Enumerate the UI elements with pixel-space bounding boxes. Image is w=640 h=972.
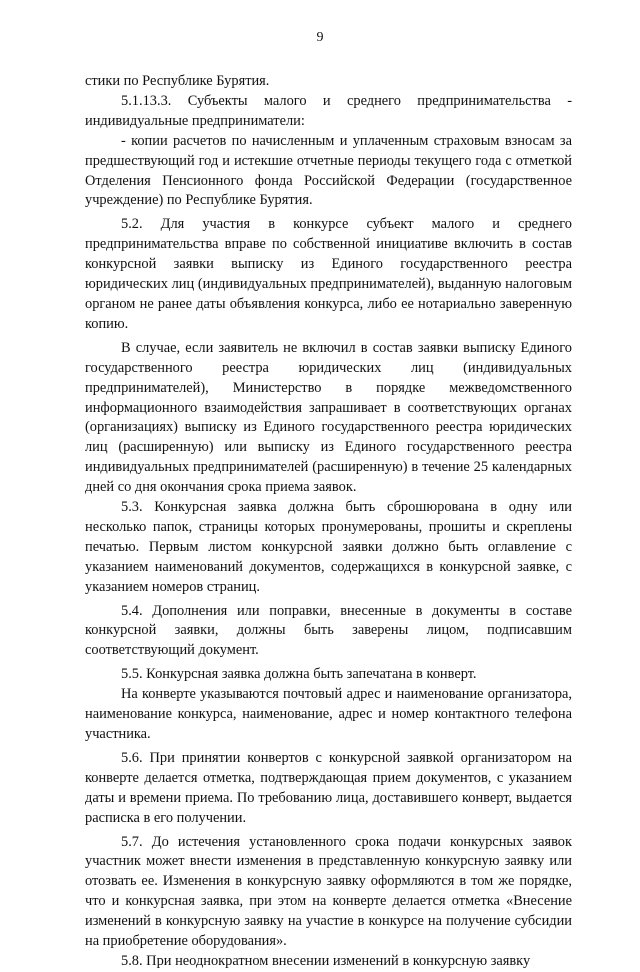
- paragraph-5-3: 5.3. Конкурсная заявка должна быть сброшюрована в одну или несколько папок, страницы которых пронумерованы, прошиты и скреплены печатью. Первым листом конкурсной заявки должно быть оглавление с указанием наименований документов, содержащихся в конкурсной заявке, с указанием номеров страниц.: [85, 499, 572, 595]
- paragraph-5-8: 5.8. При неоднократном внесении изменений в конкурсную заявку: [121, 952, 531, 969]
- paragraph-continuation: стики по Республике Бурятия.: [85, 73, 270, 89]
- paragraph-5-1-13-3: 5.1.13.3. Субъекты малого и среднего предпринимательства - индивидуальные предприниматели:: [85, 92, 572, 129]
- paragraph-extract-request: В случае, если заявитель не включил в состав заявки выписку Единого государственного реестра юридических лиц (индивидуальных предпринимателей), Министерство в порядке межведомственного информационного взаимодействия запрашивает в соответствующих органах (организациях) выписку из Единого государственного реестра юридических лиц (расширенную) или выписку из Единого государственного реестра индивидуальных предпринимателей (расширенную) в течение 25 календарных дней со дня окончания срока приема заявок.: [85, 339, 572, 496]
- paragraph-5-2: 5.2. Для участия в конкурсе субъект малого и среднего предпринимательства вправе по собственной инициативе включить в состав конкурсной заявки выписку из Единого государственного реестра юридических лиц (индивидуальных предпринимателей), выданную налоговым органом не ранее даты объявления конкурса, либо ее нотариально заверенную копию.: [85, 216, 572, 332]
- page-number: 9: [316, 30, 324, 45]
- paragraph-5-7: 5.7. До истечения установленного срока подачи конкурсных заявок участник может внести изменения в представленную конкурсную заявку или отозвать ее. Изменения в конкурсную заявку оформляются в том же порядке, что и конкурсная заявка, при этом на конверте делается отметка «Внесение изменений в конкурсную заявку на участие в конкурсе на получение субсидии на приобретение оборудования».: [85, 833, 572, 950]
- paragraph-envelope-details: На конверте указываются почтовый адрес и наименование организатора, наименование конкурса, наименование, адрес и номер контактного телефона участника.: [85, 686, 572, 742]
- document-body: [85, 72, 572, 972]
- paragraph-5-6: 5.6. При принятии конвертов с конкурсной заявкой организатором на конверте делается отметка, подтверждающая прием документов, с указанием даты и времени приема. По требованию лица, доставившего конверт, выдается расписка в его получении.: [85, 749, 572, 826]
- paragraph-copies-of-calculations: - копии расчетов по начисленным и уплаченным страховым взносам за предшествующий год и истекшие отчетные периоды текущего года с отметкой Отделения Пенсионного фонда Российской Федерации (государственное учреждение) по Республике Бурятия.: [85, 132, 572, 209]
- paragraph-5-5: 5.5. Конкурсная заявка должна быть запечатана в конверт.: [121, 666, 477, 683]
- paragraph-5-4: 5.4. Дополнения или поправки, внесенные в документы в составе конкурсной заявки, должны быть заверены лицом, подписавшим соответствующий документ.: [85, 602, 572, 659]
